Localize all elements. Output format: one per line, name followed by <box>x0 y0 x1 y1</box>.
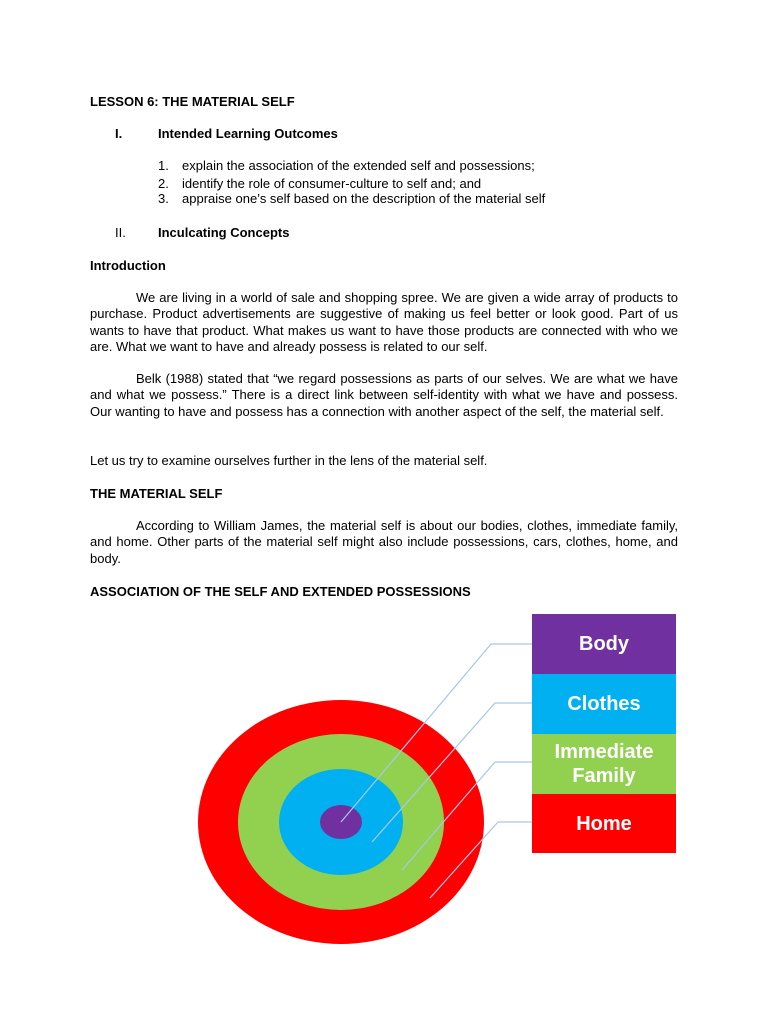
label-body <box>532 614 676 674</box>
label-immediate-family-text: Immediate Family <box>554 741 654 787</box>
outcome-number: 2. <box>158 176 169 191</box>
outcome-item-2 <box>158 176 481 191</box>
label-immediate-family <box>532 734 676 794</box>
section-heading-2: Inculcating Concepts <box>158 225 290 240</box>
outcome-item-1 <box>158 158 535 173</box>
introduction-paragraph-2: Belk (1988) stated that “we regard possessions as parts of our selves. We are what we have and what we possess.” There is a direct link between self-identity with what we have and possess. Our wanting to have and possess has a connection with another aspect of the self, the material self. <box>90 371 678 419</box>
section-numeral-1: I. <box>115 126 123 141</box>
label-home <box>532 794 676 853</box>
association-heading: ASSOCIATION OF THE SELF AND EXTENDED POSSESSIONS <box>90 584 471 599</box>
introduction-paragraph-1: We are living in a world of sale and shopping spree. We are given a wide array of products to purchase. Product advertisements are suggestive of making us feel better or look good. Part of us wants to have that product. What makes us want to have those products are connected with who we are. What we want to have and already possess is related to our self. <box>90 290 678 354</box>
introduction-paragraph-3: Let us try to examine ourselves further in the lens of the material self. <box>90 453 488 468</box>
introduction-heading: Introduction <box>90 258 166 273</box>
label-body-text: Body <box>579 633 629 655</box>
section-heading-1: Intended Learning Outcomes <box>158 126 338 141</box>
outcome-number: 3. <box>158 191 169 206</box>
lesson-title: LESSON 6: THE MATERIAL SELF <box>90 94 295 109</box>
material-self-paragraph: According to William James, the material self is about our bodies, clothes, immediate family, and home. Other parts of the material self might also include possessions, cars, clothes, home, and body. <box>90 518 678 566</box>
outcome-text: appraise one’s self based on the description of the material self <box>182 191 546 206</box>
section-numeral-2: II. <box>115 225 126 240</box>
outcome-item-3 <box>158 191 545 206</box>
outcome-number: 1. <box>158 158 169 173</box>
outcome-text: explain the association of the extended self and possessions; <box>182 158 535 173</box>
material-self-heading: THE MATERIAL SELF <box>90 486 223 501</box>
label-clothes-text: Clothes <box>567 693 641 715</box>
label-clothes <box>532 674 676 734</box>
outcome-text: identify the role of consumer-culture to self and; and <box>182 176 482 191</box>
label-home-text: Home <box>576 812 632 835</box>
